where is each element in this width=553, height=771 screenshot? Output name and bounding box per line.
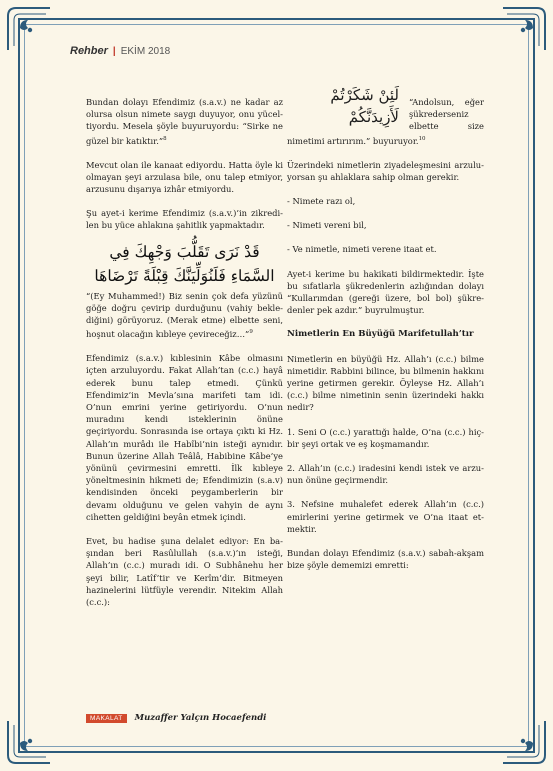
paragraph: Nimetlerin en büyüğü Hz. Allah’ı (c.c.) bilme nimetidir. Rabbini bilince, bu bilmenin hakkını yerine getirmen gerekir. Öyleyse Hz. Allah’ı (c.c.) bilme nimetinin senin üzerindeki hakkı nedir? <box>287 353 484 413</box>
footnote-ref: 10 <box>418 135 426 142</box>
author-name: Muzaffer Yalçın Hocaefendi <box>134 713 267 723</box>
paragraph: Bundan dolayı Efendimiz (s.a.v.) sabah-akşam bize şöyle dememizi emretti: <box>287 548 484 571</box>
arabic-verse: قَدْ نَرَى تَقَلُّبَ وَجْهِكَ فِي السَّمَاءِ فَلَنُوَلِّيَنَّكَ قِبْلَةً تَرْضَاهَا <box>94 242 275 285</box>
corner-ornament-icon <box>6 6 52 52</box>
numbered-item: 2. Allah’ın (c.c.) iradesini kendi istek ve arzunun önüne geçirmendir. <box>287 463 484 486</box>
arabic-verse: لَئِنْ شَكَرْتُمْ لَأَزِيدَنَّكُمْ <box>330 86 399 126</box>
paragraph <box>86 290 283 341</box>
paragraph: Evet, bu hadise şuna delalet ediyor: En başından beri Rasûlullah (s.a.v.)’ın isteği, Allah’ın (c.c.) muradı idi. O Subhânehu her şeyi bilir, Latîf’tir ve Kerîm’dir. Bitmeyen hazinelerini lütfüyle verendir. Nitekim Allah (c.c.): <box>86 536 283 608</box>
list-item: - Ve nimetle, nimeti verene itaat et. <box>287 244 437 255</box>
paragraph: Efendimiz (s.a.v.) kıblesinin Kâbe olmasını içten arzuluyordu. Fakat Allah’tan (c.c.) hayâ ederek bunu talep etmedi. Çünkü Efendimiz’in Mevla’sına marifeti tam idi. O’nun emrini yerine getiriyordu. O’nun muradını kendi isteklerinin önüne geçiriyordu. Sonrasında ise ortaya çıktı ki Hz. Allah’ın murâdı ile Habîbi’nin isteği aynıdır. Bunun üzerine Allah Teâlâ, Habibine Kâbe’ye yönünü çevirmesini emretti. İlk kıbleye yöneltmesinin hikmeti de; Efendimizin (s.a.v) kendisinden önceki peygamberlerin bir devamı olduğunu ve gelen vahyin de aynı cihetten geldiğini beyân etmek içindi. <box>86 353 283 522</box>
section-tag: MAKALAT <box>86 714 127 723</box>
paragraph <box>86 96 283 147</box>
corner-ornament-icon <box>501 6 547 52</box>
paragraph: Üzerindeki nimetlerin ziyadeleşmesini arzuluyorsan şu ahlaklara sahip olman gerekir. <box>287 159 484 182</box>
paragraph <box>287 86 484 147</box>
right-column <box>287 86 484 583</box>
numbered-item: 1. Seni O (c.c.) yarattığı halde, O’na (c.c.) hiçbir şeyi ortak ve eş koşmamandır. <box>287 426 484 449</box>
paragraph-text: Bundan dolayı Efendimiz (s.a.v.) ne kadar az olursa olsun nimete saygı duyuyor, onu yüceltiyordu. Mesela şöyle buyuruyordu: “Sirke ne güzel bir katıktır.” <box>86 97 283 146</box>
paragraph-text: “(Ey Muhammed!) Biz senin çok defa yüzünü göğe doğru çevirip durduğunu (vahiy beklediğini) görüyoruz. (Merak etme) elbette seni, hoşnut olacağın kıbleye çevireceğiz…” <box>86 290 283 339</box>
numbered-item: 3. Nefsine muhalefet ederek Allah’ın (c.c.) emirlerini yerine getirmek ve O’na itaat etmektir. <box>287 499 484 534</box>
issue-date: EKİM 2018 <box>120 45 171 57</box>
paragraph: Ayet-i kerime bu hakikati bildirmektedir. İşte bu sıfatlarla şükredenlerin azlığından dolayı “Kullarımdan (gereği üzere, bol bol) şükredenler pek azdır.” buyrulmuştur. <box>287 268 484 316</box>
list-item: - Nimete razı ol, <box>287 196 356 206</box>
paragraph-text: “Andolsun, eğer şükrederseniz elbette size nimetimi artırırım.” buyuruyor. <box>287 97 484 146</box>
corner-ornament-icon <box>6 719 52 765</box>
page-footer <box>86 712 266 724</box>
page-header <box>70 44 170 58</box>
magazine-brand: Rehber <box>70 45 108 57</box>
footnote-ref: 8 <box>163 135 167 142</box>
section-heading: Nimetlerin En Büyüğü Marifetullah’tır <box>287 329 474 340</box>
list-item: - Nimeti vereni bil, <box>287 220 367 231</box>
footnote-ref: 9 <box>249 329 253 336</box>
paragraph: Şu ayet-i kerime Efendimiz (s.a.v.)’in zikredilen bu yüce ahlakına şahitlik yapmaktadır. <box>86 208 283 231</box>
left-column <box>86 96 283 620</box>
paragraph: Mevcut olan ile kanaat ediyordu. Hatta öyle ki olmayan şeyi arzulasa bile, onu talep etmiyor, arzusunu dışarıya izhâr etmiyordu. <box>86 159 283 194</box>
header-separator: | <box>112 45 116 57</box>
corner-ornament-icon <box>501 719 547 765</box>
